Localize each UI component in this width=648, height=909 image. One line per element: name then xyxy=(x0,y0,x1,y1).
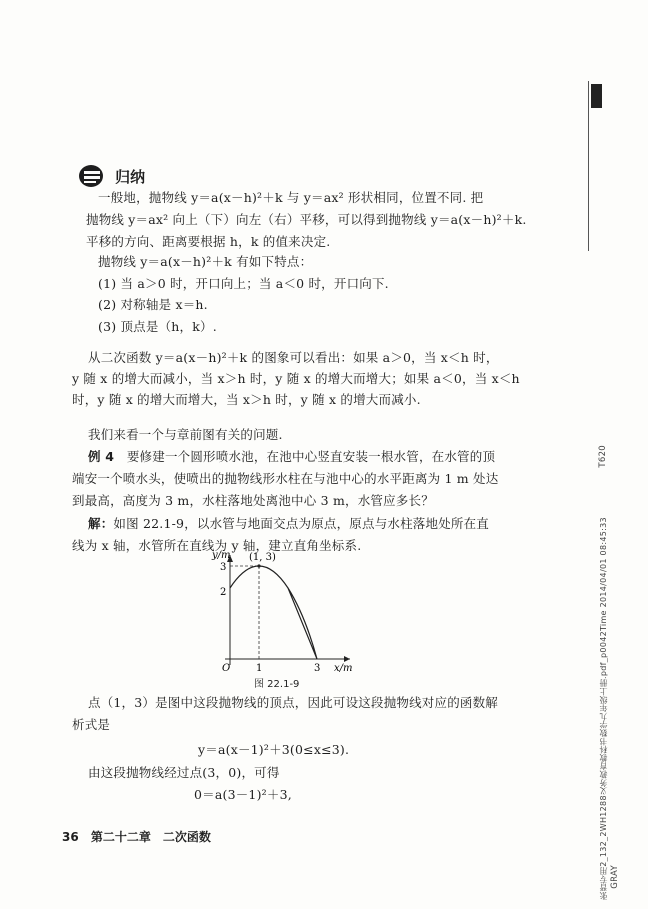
figure-caption: 图 22.1-9 xyxy=(254,679,300,690)
example-line: 到最高，高度为 3 m，水柱落地处离池中心 3 m，水管应多长？ xyxy=(72,493,434,508)
feature-item: (1) 当 a＞0 时，开口向上；当 a＜0 时，开口向下. xyxy=(98,275,389,291)
x-axis-arrow xyxy=(344,656,350,662)
y-axis-label: y/m xyxy=(212,550,231,561)
feature-item: (2) 对称轴是 x＝h. xyxy=(98,297,208,312)
analysis-line: 从二次函数 y＝a(x－h)²＋k 的图象可以看出：如果 a＞0，当 x＜h 时， xyxy=(88,350,499,365)
y-tick-2: 2 xyxy=(220,587,227,598)
summary-line: 一般地，抛物线 y＝a(x－h)²＋k 与 y＝ax² 形状相同，位置不同. 把 xyxy=(98,190,484,205)
solution-line: 如图 22.1-9，以水管与地面交点为原点，原点与水柱落地处所在直 xyxy=(113,516,489,531)
solution-line: 线为 x 轴，水管所在直线为 y 轴，建立直角坐标系. xyxy=(72,538,362,553)
chapter-title: 第二十二章 二次函数 xyxy=(90,830,211,844)
print-gray: GRAY xyxy=(610,865,620,889)
formula-2: 0＝a(3－1)²＋3, xyxy=(194,787,292,802)
vertex-line: 点（1，3）是图中这段抛物线的顶点，因此可设这段抛物线对应的函数解 xyxy=(88,695,499,710)
figure-22-1-9 xyxy=(200,547,360,687)
summary-header xyxy=(78,163,145,189)
vertex-point xyxy=(257,564,260,567)
example-line: 端安一个喷水头，使喷出的抛物线形水柱在与池中心的水平距离为 1 m 处达 xyxy=(72,471,499,486)
analysis-line: y 随 x 的增大而减小，当 x＞h 时，y 随 x 的增大而增大；如果 a＜0，当 x＜h xyxy=(72,371,520,386)
summary-heading: 归纳 xyxy=(115,167,146,186)
vertex-label: (1, 3) xyxy=(249,552,276,563)
example-4 xyxy=(72,446,498,512)
origin-label: O xyxy=(222,663,231,674)
features-list xyxy=(98,251,389,337)
features-intro: 抛物线 y＝a(x－h)²＋k 有如下特点： xyxy=(98,254,313,269)
summary-book-icon xyxy=(78,163,108,189)
corner-marker xyxy=(591,84,602,108)
intro-line: 我们来看一个与章前图有关的问题. xyxy=(88,427,283,442)
analysis-paragraph xyxy=(72,347,520,410)
parabola-curve xyxy=(230,566,317,659)
passing-point-line: 由这段抛物线经过点(3，0)，可得 xyxy=(88,765,280,780)
example-line: 要修建一个圆形喷水池，在池中心竖直安装一根水管，在水管的顶 xyxy=(126,449,496,464)
summary-line: 平移的方向、距离要根据 h，k 的值来决定. xyxy=(86,234,331,249)
y-tick-3: 3 xyxy=(220,562,227,573)
print-code: T620 xyxy=(598,445,608,468)
summary-line: 抛物线 y＝ax² 向上（下）向左（右）平移，可以得到抛物线 y＝a(x－h)²＋k. xyxy=(86,212,527,227)
example-label: 例 4 xyxy=(88,449,115,464)
vertex-paragraph xyxy=(72,692,499,736)
page-number: 36 xyxy=(62,830,79,844)
print-metadata: 张晋专用2_132_2WH1288义务教育教科书数学九年级上册.pdf_p0042Time 2014/04/01 08:45:33 xyxy=(599,517,608,900)
formula-1: y＝a(x－1)²＋3(0≤x≤3). xyxy=(198,742,350,757)
x-tick-3: 3 xyxy=(314,663,321,674)
feature-item: (3) 顶点是（h，k）. xyxy=(98,318,217,334)
x-tick-1: 1 xyxy=(256,663,263,674)
solution-label: 解： xyxy=(88,516,114,531)
analysis-line: 时，y 随 x 的增大而增大，当 x＞h 时，y 随 x 的增大而减小. xyxy=(72,392,421,407)
vertex-line: 析式是 xyxy=(72,717,111,732)
summary-paragraph xyxy=(86,187,527,253)
x-axis-label: x/m xyxy=(334,663,353,674)
page-footer xyxy=(62,828,211,845)
